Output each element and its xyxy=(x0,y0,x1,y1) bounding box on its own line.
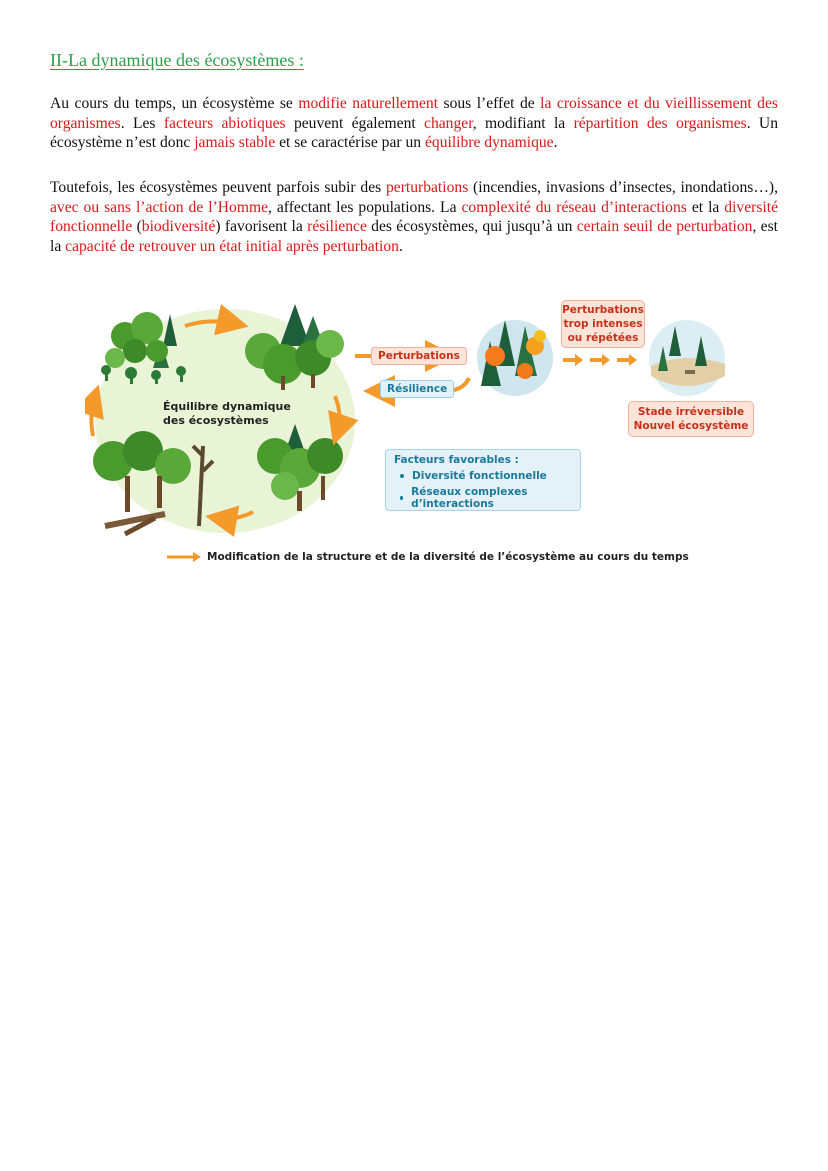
factor-label: Réseaux complexes d’interactions xyxy=(411,486,528,510)
legend-arrow-icon xyxy=(167,551,203,563)
factor-item xyxy=(394,470,572,482)
highlighted-text: modifie naturellement xyxy=(298,95,439,112)
text-run: et se caractérise par un xyxy=(275,134,425,152)
text-run: . xyxy=(398,237,403,255)
factor-item xyxy=(394,486,572,510)
text-run: (incendies, invasions d’insectes, inondations…), xyxy=(468,179,778,196)
paragraph-perturbations xyxy=(50,178,778,256)
text-run: , est la xyxy=(50,218,779,255)
highlighted-text: capacité de retrouver un état initial après perturbation xyxy=(65,237,399,255)
text-run: . Un écosystème n’est donc xyxy=(50,114,778,152)
text-run: sous l’effet de xyxy=(438,95,541,112)
perturbations-label: Perturbations xyxy=(371,347,467,365)
bullet-icon xyxy=(400,496,403,500)
highlighted-text: diversité fonctionnelle xyxy=(50,198,778,236)
highlighted-text: complexité du réseau d’interactions xyxy=(461,198,687,216)
highlighted-text: répartition des organismes xyxy=(573,114,747,132)
highlighted-text: résilience xyxy=(307,218,367,236)
section-heading: II-La dynamique des écosystèmes : xyxy=(50,50,304,70)
text-run: . Les xyxy=(120,114,164,132)
factors-title: Facteurs favorables : xyxy=(394,454,519,466)
degraded-landscape-icon xyxy=(649,320,725,396)
text-run: et la xyxy=(686,198,725,216)
irreversible-line1: Stade irréversible xyxy=(637,406,745,418)
factor-label: Diversité fonctionnelle xyxy=(412,470,547,482)
paragraph-dynamics xyxy=(50,94,778,153)
ecosystem-dynamics-figure xyxy=(85,296,765,571)
highlighted-text: la croissance et du vieillissement des organismes xyxy=(50,95,778,132)
intense-arrows xyxy=(563,354,637,366)
text-run: , modifiant la xyxy=(472,114,574,132)
fire-icon xyxy=(477,320,553,396)
text-run: Toutefois, les écosystèmes peuvent parfois subir des xyxy=(50,179,386,196)
intense-line2: trop intenses xyxy=(563,318,643,330)
bullet-icon xyxy=(400,474,404,478)
intense-line1: Perturbations xyxy=(562,304,644,316)
text-run: ) favorisent la xyxy=(215,218,308,236)
cycle-label-line1: Équilibre dynamique xyxy=(163,400,291,413)
text-run: des écosystèmes, qui jusqu’à un xyxy=(366,218,577,236)
text-run: ( xyxy=(132,218,142,236)
text-run: Au cours du temps, un écosystème se xyxy=(50,95,299,112)
highlighted-text: facteurs abiotiques xyxy=(163,114,286,132)
highlighted-text: certain seuil de perturbation xyxy=(576,218,753,236)
cycle-label xyxy=(163,400,291,428)
cycle-label-line2: des écosystèmes xyxy=(163,414,269,427)
intense-perturbations-box xyxy=(561,300,645,348)
highlighted-text: biodiversité xyxy=(141,218,216,236)
intense-line3: ou répétées xyxy=(567,332,639,344)
text-run: , affectant les populations. La xyxy=(268,198,462,216)
highlighted-text: équilibre dynamique xyxy=(424,134,554,152)
irreversible-stage-box xyxy=(628,401,754,437)
highlighted-text: changer xyxy=(424,114,473,132)
resilience-label: Résilience xyxy=(380,380,454,398)
legend-text: Modification de la structure et de la diversité de l’écosystème au cours du temps xyxy=(207,551,689,563)
favorable-factors-box xyxy=(385,449,581,511)
highlighted-text: jamais stable xyxy=(194,134,276,152)
irreversible-line2: Nouvel écosystème xyxy=(633,420,749,432)
text-run: peuvent également xyxy=(285,114,425,132)
highlighted-text: avec ou sans l’action de l’Homme xyxy=(50,198,269,216)
text-run: . xyxy=(553,134,558,152)
highlighted-text: perturbations xyxy=(385,179,469,196)
